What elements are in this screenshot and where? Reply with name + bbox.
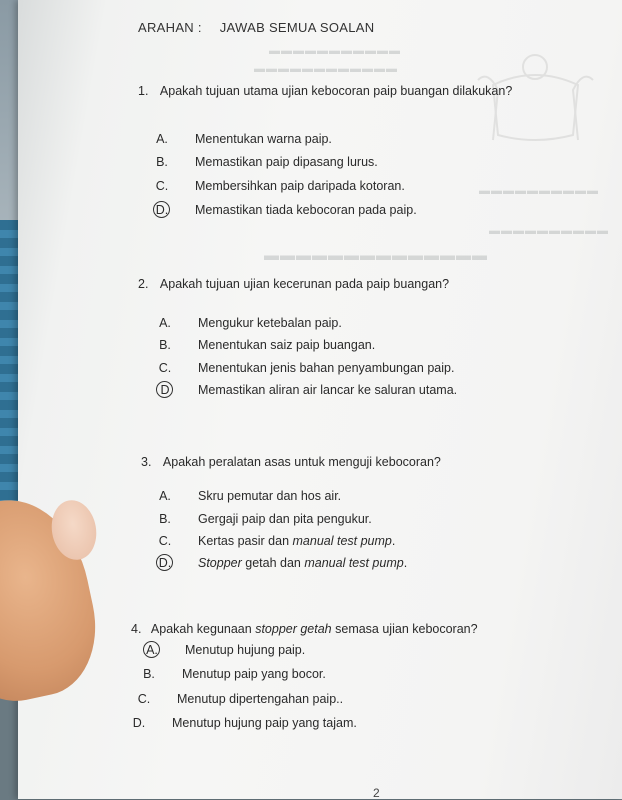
option-3d [158,556,408,570]
question-1 [138,84,512,98]
option-text: Menutup hujung paip. [185,643,306,657]
option-text: Menentukan saiz paip buangan. [198,338,376,352]
question-number: 4. [131,622,142,636]
option-letter: A. [156,132,168,146]
option-1c [155,179,405,193]
option-text [198,556,407,570]
option-4d [132,716,357,730]
option-letter-circled: D. [158,556,172,570]
option-text: Skru pemutar dan hos air. [198,489,342,503]
option-2b [158,338,376,352]
option-letter: A. [159,316,171,330]
option-2d [158,383,458,397]
option-letter: B. [143,667,155,681]
option-2a [158,316,342,330]
question-4 [131,622,478,636]
option-text-part: . [391,534,396,548]
option-text-part: . [403,556,408,570]
option-letter: B. [159,338,171,352]
option-letter: B. [159,512,171,526]
bleed-through-text: ▬▬▬▬▬▬▬▬▬▬▬▬▬▬ [263,247,487,264]
option-letter-circled: A. [146,643,158,657]
bleed-through-text: ▬▬▬▬▬▬▬▬▬▬ [488,225,608,237]
question-text: Apakah tujuan utama ujian kebocoran paip buangan dilakukan? [159,84,513,98]
option-text-part: getah dan [241,556,305,570]
option-text: Memastikan paip dipasang lurus. [195,155,378,169]
option-4c [137,692,344,706]
question-number: 2. [138,277,149,291]
option-text: Menutup hujung paip yang tajam. [172,716,357,730]
option-text: Menentukan warna paip. [195,132,332,146]
instructions-text: JAWAB SEMUA SOALAN [219,20,375,35]
option-1d [155,203,417,217]
option-letter: C. [158,534,172,548]
question-number: 3. [141,455,152,469]
option-text: Memastikan aliran air lancar ke saluran utama. [198,383,458,397]
option-text: Menutup dipertengahan paip.. [177,692,344,706]
question-text: Apakah tujuan ujian kecerunan pada paip buangan? [159,277,450,291]
option-text-italic: manual test pump [304,556,404,570]
exam-paper [18,0,622,799]
option-text: Memastikan tiada kebocoran pada paip. [195,203,417,217]
option-3c [158,534,396,548]
question-text-italic: stopper getah [255,622,332,636]
option-text [198,534,395,548]
option-letter: C. [158,361,172,375]
option-text-part: Kertas pasir dan [198,534,293,548]
option-1b [155,155,378,169]
question-3 [141,455,441,469]
bleed-through-text: ▬▬▬▬▬▬▬▬▬▬ [478,185,598,197]
option-letter: C. [137,692,151,706]
option-letter: B. [156,155,168,169]
option-text: Membersihkan paip daripada kotoran. [195,179,405,193]
question-text-part: semasa ujian kebocoran? [331,622,478,636]
question-text: Apakah peralatan asas untuk menguji kebocoran? [162,455,441,469]
option-letter-circled: D [158,383,172,397]
bleed-through-text: ▬▬▬▬▬▬▬▬▬▬▬ [268,45,400,57]
question-number: 1. [138,84,149,98]
page-number: 2 [373,786,380,800]
option-text: Menutup paip yang bocor. [182,667,326,681]
option-letter: C. [155,179,169,193]
question-text [151,622,478,636]
option-3b [158,512,372,526]
question-text-part: Apakah kegunaan [150,622,256,636]
bleed-through-text: ▬▬▬▬▬▬▬▬▬▬▬▬ [253,63,397,75]
option-letter: A. [159,489,171,503]
option-text: Mengukur ketebalan paip. [198,316,342,330]
instructions-label: ARAHAN : [138,20,202,35]
option-4b [142,667,326,681]
option-letter: D. [132,716,146,730]
option-text-italic: manual test pump [292,534,392,548]
option-4a [145,643,306,657]
option-3a [158,489,342,503]
option-text-italic: Stopper [198,556,242,570]
option-1a [155,132,332,146]
option-text: Menentukan jenis bahan penyambungan paip. [198,361,455,375]
question-2 [138,277,449,291]
option-text: Gergaji paip dan pita pengukur. [198,512,372,526]
option-2c [158,361,455,375]
instructions-header [138,20,388,35]
option-letter-circled: D. [155,203,169,217]
